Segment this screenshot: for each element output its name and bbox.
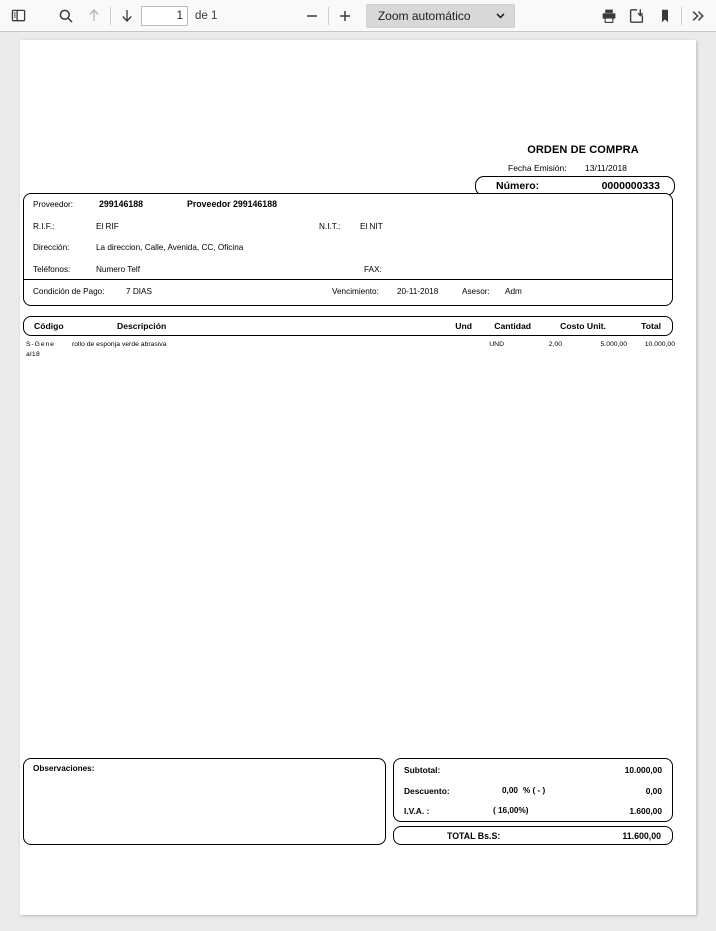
toolbar-divider-right (681, 7, 682, 25)
descuento-percent: 0,00 (502, 786, 518, 795)
table-row-cantidad: 2,00 (548, 341, 562, 348)
condicion-pago-value: 7 DIAS (126, 287, 152, 296)
sidebar-toggle-button[interactable] (4, 3, 32, 29)
emission-date-value: 13/11/2018 (585, 163, 627, 173)
bookmark-button[interactable] (651, 3, 679, 29)
more-tools-button[interactable] (684, 3, 712, 29)
descuento-percent-suffix: % ( - ) (523, 786, 546, 795)
page-count-label: de 1 (195, 9, 218, 22)
pdf-page (20, 40, 696, 915)
order-number-value: 0000000333 (601, 180, 660, 192)
payment-row-divider (24, 279, 672, 280)
rif-value: El RIF (96, 222, 119, 231)
total-final-label: TOTAL Bs.S: (447, 831, 501, 841)
table-row-descripcion: rollo de esponja verde abrasiva (72, 341, 167, 348)
page-number-input[interactable] (141, 6, 188, 26)
print-button[interactable] (595, 3, 623, 29)
asesor-value: Adm (505, 287, 522, 296)
purchase-order-document (20, 40, 696, 915)
zoom-in-button[interactable] (331, 3, 359, 29)
table-row-und: UND (489, 341, 504, 348)
bookmark-icon (657, 8, 673, 24)
column-header-total: Total (641, 321, 661, 331)
print-icon (601, 8, 617, 24)
search-icon (58, 8, 74, 24)
previous-page-button[interactable] (80, 3, 108, 29)
column-header-descripcion: Descripción (117, 321, 167, 331)
zoom-level-label: Zoom automático (377, 8, 471, 23)
zoom-level-select[interactable] (366, 4, 515, 28)
chevron-down-icon (495, 10, 506, 21)
provider-info-box (23, 193, 673, 306)
vencimiento-label: Vencimiento: (332, 287, 379, 296)
totals-box (393, 758, 673, 822)
column-header-codigo: Código (34, 321, 64, 331)
observations-box (23, 758, 386, 845)
document-title: ORDEN DE COMPRA (527, 144, 639, 156)
toolbar-divider-zoom (328, 7, 329, 25)
column-header-und: Und (455, 321, 472, 331)
iva-label: I.V.A. : (404, 806, 430, 816)
arrow-down-icon (120, 8, 134, 23)
subtotal-label: Subtotal: (404, 765, 441, 775)
iva-value: 1.600,00 (629, 806, 662, 816)
vencimiento-value: 20-11-2018 (397, 287, 439, 296)
iva-percent: ( 16,00%) (493, 806, 529, 815)
next-page-button[interactable] (113, 3, 141, 29)
total-final-box (393, 826, 673, 845)
nit-label: N.I.T.: (319, 222, 341, 231)
proveedor-code: 299146188 (99, 199, 144, 209)
rif-label: R.I.F.: (33, 222, 55, 231)
proveedor-name: Proveedor 299146188 (187, 199, 277, 209)
descuento-label: Descuento: (404, 786, 450, 796)
telefonos-label: Teléfonos: (33, 265, 71, 274)
table-row-descripcion-line2: al18 (26, 351, 41, 358)
items-table-header (23, 316, 673, 336)
save-download-icon (629, 8, 645, 24)
double-chevron-right-icon (690, 8, 706, 24)
emission-date-label: Fecha Emisión: (508, 163, 567, 173)
zoom-out-button[interactable] (298, 3, 326, 29)
table-row-codigo: S-Gene (26, 341, 55, 348)
proveedor-label: Proveedor: (33, 200, 74, 209)
subtotal-value: 10.000,00 (624, 765, 662, 775)
table-row-costo-unit: 5.000,00 (600, 341, 627, 348)
fax-label: FAX: (364, 265, 382, 274)
direccion-label: Dirección: (33, 243, 70, 252)
pdf-viewer-canvas[interactable] (0, 32, 716, 931)
telefonos-value: Numero Telf (96, 265, 140, 274)
toolbar-divider (110, 7, 111, 25)
plus-icon (337, 8, 353, 24)
sidebar-toggle-icon (11, 8, 26, 23)
nit-value: El NIT (360, 222, 383, 231)
search-button[interactable] (52, 3, 80, 29)
pdf-viewer-toolbar (0, 0, 716, 32)
save-download-button[interactable] (623, 3, 651, 29)
column-header-cantidad: Cantidad (494, 321, 531, 331)
observations-label: Observaciones: (33, 764, 95, 773)
descuento-value: 0,00 (645, 786, 662, 796)
order-number-label: Número: (496, 180, 540, 192)
asesor-label: Asesor: (462, 287, 490, 296)
minus-icon (304, 8, 320, 24)
column-header-costo-unit: Costo Unit. (560, 321, 606, 331)
table-row-total: 10.000,00 (644, 341, 675, 348)
total-final-value: 11.600,00 (622, 831, 661, 841)
condicion-pago-label: Condición de Pago: (33, 287, 105, 296)
arrow-up-icon (87, 8, 101, 23)
direccion-value: La direccion, Calle, Avenida, CC, Oficina (96, 243, 244, 252)
